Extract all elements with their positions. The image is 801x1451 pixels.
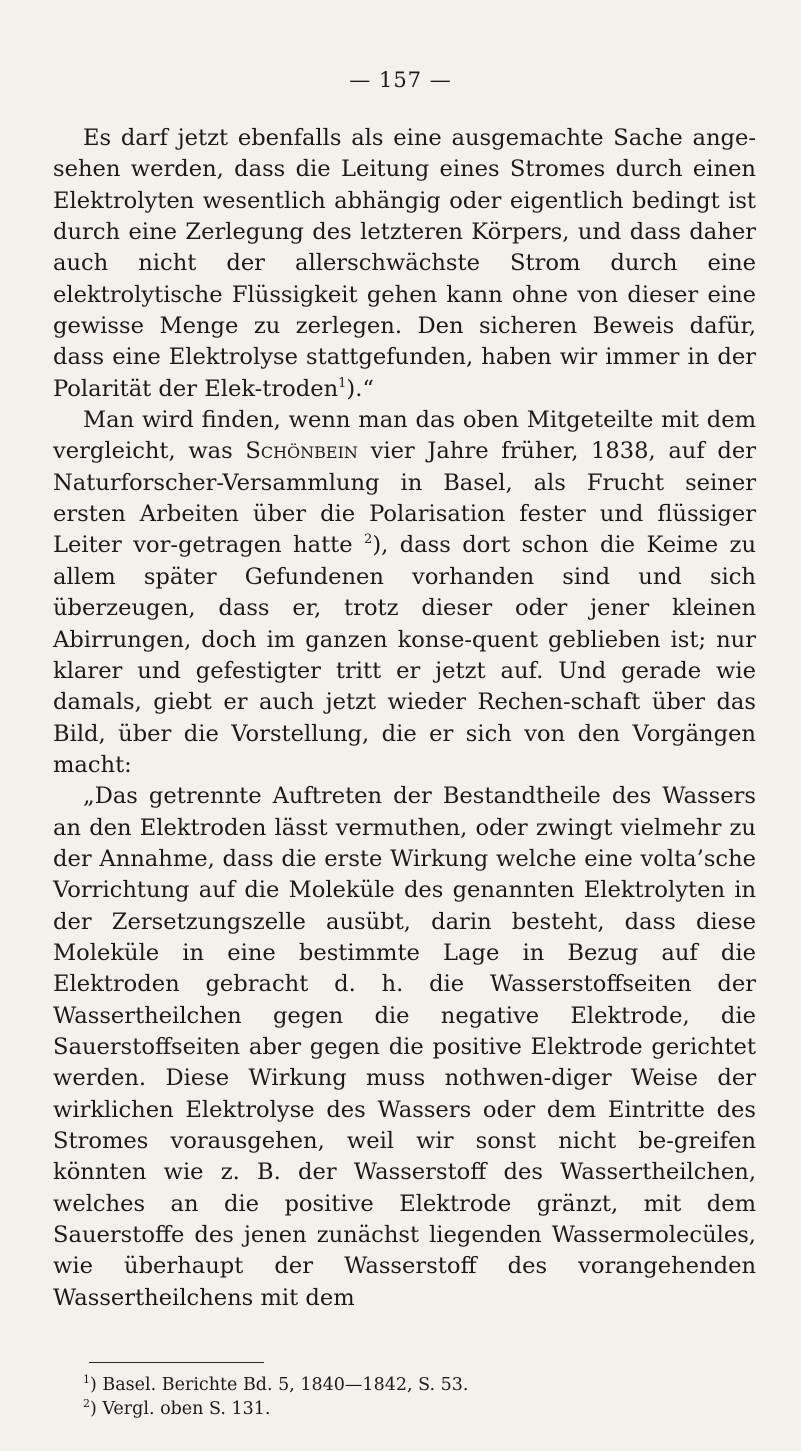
- footnote-1: [83, 1373, 733, 1397]
- page-number: — 157 —: [349, 68, 452, 92]
- paragraph-2-middle: vier Jahre früher, 1838, auf der Naturforscher-Versammlung in Basel, als Frucht seiner ersten Arbeiten über die Polarisation fester und flüssiger Leiter vor-getragen hatte: [53, 438, 756, 559]
- paragraph-1-tail: ).“: [346, 375, 374, 402]
- paragraph-2-tail: ), dass dort schon die Keime zu allem später Gefundenen vorhanden sind und sich überzeugen, dass er, trotz dieser oder jener kleinen Abirrungen, doch im ganzen konse-quent geblieben ist; nur klarer und gefestigter tritt er jetzt auf. Und gerade wie damals, giebt er auch jetzt wieder Rechen-schaft über das Bild, über die Vorstellung, die er sich von den Vorgängen macht:: [53, 532, 756, 778]
- paragraph-1: [53, 123, 756, 405]
- footnote-mark-1: 1: [83, 1373, 90, 1386]
- paragraph-3-quote: „Das getrennte Auftreten der Bestandtheile des Wassers an den Elektroden lässt vermuthen, oder zwingt vielmehr zu der Annahme, dass die erste Wirkung welche eine volta’sche Vorrichtung auf die Moleküle des genannten Elektrolyten in der Zersetzungszelle ausübt, darin besteht, dass diese Moleküle in eine bestimmte Lage in Bezug auf die Elektroden gebracht d. h. die Wasserstoffseiten der Wassertheilchen gegen die negative Elektrode, die Sauerstoffseiten aber gegen die positive Elektrode gerichtet werden. Diese Wirkung muss nothwen-diger Weise der wirklichen Elektrolyse des Wassers oder dem Eintritte des Stromes vorausgehen, weil wir sonst nicht be-greifen könnten wie z. B. der Wasserstoff des Wassertheilchen, welches an die positive Elektrode gränzt, mit dem Sauerstoffe des jenen zunächst liegenden Wassermolecüles, wie überhaupt der Wasserstoff des vorangehenden Wassertheilchens mit dem: [53, 783, 756, 1311]
- footnote-mark-2: 2: [83, 1397, 90, 1410]
- paragraph-1-text: Es darf jetzt ebenfalls als eine ausgemachte Sache ange-sehen werden, dass die Leitung eines Stromes durch einen Elektrolyten wesentlich abhängig oder eigentlich bedingt ist durch eine Zerlegung des letzteren Körpers, und dass daher auch nicht der allerschwächste Strom durch eine elektrolytische Flüssigkeit gehen kann ohne von dieser eine gewisse Menge zu zerlegen. Den sicheren Beweis dafür, dass eine Elektrolyse stattgefunden, haben wir immer in der Polarität der Elek-troden: [53, 125, 756, 402]
- footnote-2-text: ) Vergl. oben S. 131.: [90, 1399, 271, 1419]
- footnote-divider: [89, 1362, 264, 1363]
- paragraph-2-text: Man wird finden, wenn man das oben Mitgeteilte mit dem vergleicht, was: [53, 407, 756, 465]
- paragraph-2: [53, 405, 756, 781]
- footnote-ref-1[interactable]: 1: [338, 375, 347, 391]
- author-name: Schönbein: [245, 438, 358, 465]
- footnotes: [83, 1373, 733, 1421]
- footnote-ref-2[interactable]: 2: [364, 532, 373, 548]
- body-text: [53, 123, 756, 1314]
- footnote-1-text: ) Basel. Berichte Bd. 5, 1840—1842, S. 53.: [90, 1375, 469, 1395]
- footnote-2: [83, 1397, 733, 1421]
